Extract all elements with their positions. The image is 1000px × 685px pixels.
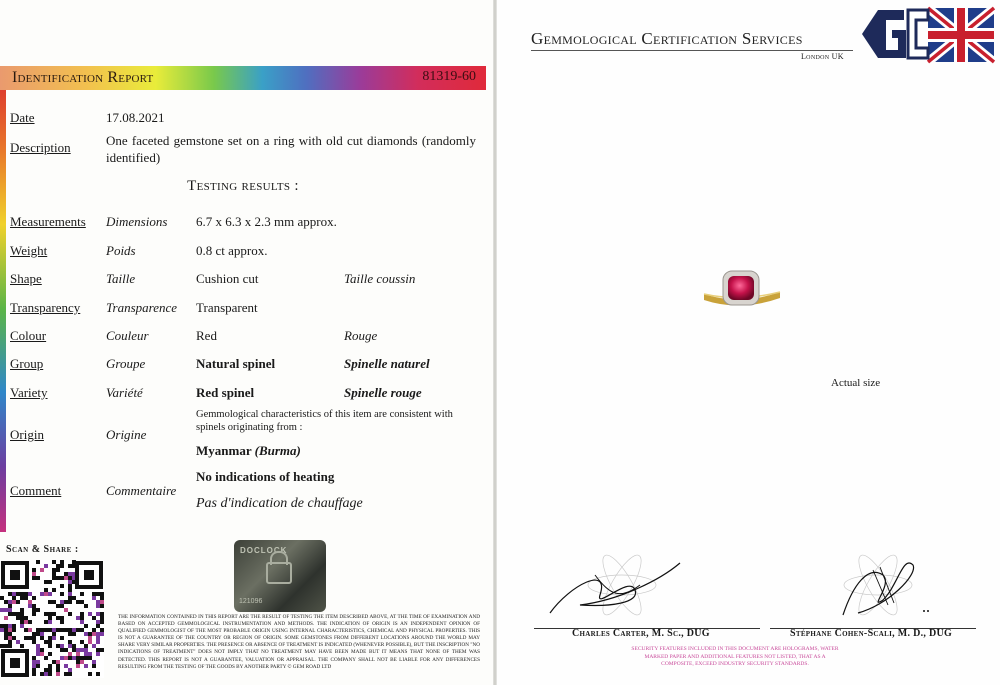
row-value-fr: Rouge	[344, 328, 378, 343]
origin-note: Gemmological characteristics of this item are consistent with spinels originating from :	[196, 409, 453, 433]
row-label: Group	[10, 356, 44, 371]
row-label-fr: Transparence	[106, 300, 178, 315]
company-underline	[531, 50, 853, 51]
row-value: 6.7 x 6.3 x 2.3 mm approx.	[196, 214, 337, 229]
row-value: Natural spinel	[196, 356, 276, 371]
photo-caption: Actual size	[831, 377, 881, 389]
origin-country-name: Myanmar	[196, 443, 252, 458]
signature-carter	[540, 545, 690, 625]
company-name: Gemmological Certification Services	[531, 29, 803, 48]
comment-value: No indications of heating	[196, 469, 335, 484]
report-number: 81319-60	[422, 69, 476, 84]
row-label-fr: Dimensions	[106, 214, 168, 229]
signature-cohen-scali	[828, 545, 978, 625]
row-label: Measurements	[10, 214, 86, 229]
comment-label: Comment	[10, 483, 62, 498]
scan-share-label: Scan & Share :	[6, 544, 79, 555]
testing-heading: Testing results :	[187, 178, 299, 194]
disclaimer-text: THE INFORMATION CONTAINED IN THIS REPORT ARE THE RESULT OF TESTING THE ITEM DESCRIBED ABOVE, AT THE TIME OF EXAMINATION AND BASED ON ACCEPTED GEMMOLOGICAL INSTRUMENTATION AND METHODS. THE INDICATION OF ORIGIN IS AN INDEPENDENT OPINION OF QUALIFIED GEMMOLOGIST OF THE MOST PROBABLE ORIGIN USING INTERNAL CHARACTERISTICS, CHEMICAL AND PHYSICAL PROPERTIES. THIS IS NOT A GUARANTEE OF THE COUNTRY OR REGION OF ORIGIN. SOME GEMSTONES FROM DIFFERENT LOCATIONS AROUND THE WORLD MAY SHARE VERY SIMILAR PROPERTIES. THE PRESENCE OR ABSENCE OF TREATMENT IS INDICATED (WHENEVER POSSIBLE), BUT THE INSCRIPTION "NO INDICATIONS OF TREATMENT" DOES NOT IMPLY THAT NO TREATMENT MAY HAVE BEEN MADE BUT IT MEANS THAT NONE OF THEM WAS DETECTED. THIS REPORT IS NOT A GUARANTEE, VALUATION OR APPRAISAL. THE COMPANY SHALL NOT BE LIABLE FOR ANY DIFFERENCES RESULTING FROM THE TESTING OF THE GOODS BY ANOTHER PARTY © GEM ROAD LTD	[118, 614, 480, 670]
row-value-fr: Taille coussin	[344, 271, 416, 286]
description-value: One faceted gemstone set on a ring with old cut diamonds (randomly identified)	[106, 133, 476, 165]
row-value-fr: Spinelle rouge	[344, 385, 422, 400]
row-value: Transparent	[196, 300, 258, 315]
row-label-fr: Groupe	[106, 356, 146, 371]
date-label: Date	[10, 110, 35, 125]
row-label-fr: Poids	[106, 243, 136, 258]
row-label-fr: Couleur	[106, 328, 149, 343]
report-page	[0, 0, 493, 685]
comment-label-fr: Commentaire	[106, 483, 177, 498]
hologram-brand: DOCLOCK	[240, 546, 288, 555]
comment-value-fr: Pas d'indication de chauffage	[196, 496, 363, 511]
row-value: Red spinel	[196, 385, 255, 400]
row-label: Transparency	[10, 300, 81, 315]
row-value-fr: Spinelle naturel	[344, 356, 430, 371]
signatory-2-name: Stéphane Cohen-Scali, M. D., DUG	[790, 628, 953, 639]
rainbow-side-stripe	[0, 66, 6, 532]
row-label: Colour	[10, 328, 47, 343]
origin-country-alt: (Burma)	[254, 443, 301, 458]
origin-label-fr: Origine	[106, 427, 147, 442]
row-value: Red	[196, 328, 217, 343]
origin-country	[196, 443, 301, 459]
security-note: SECURITY FEATURES INCLUDED IN THIS DOCUMENT ARE HOLOGRAMS, WATER MARKED PAPER AND ADDITIONAL FEATURES NOT LISTED, THAT AS A COMPOSITE, EXCEED INDUSTRY SECURITY STANDARDS.	[631, 646, 839, 667]
signatory-1-name: Charles Carter, M. Sc., DUG	[572, 628, 710, 639]
hologram-number: 121096	[239, 598, 263, 605]
gcs-logo	[858, 6, 996, 64]
report-title-bar	[0, 66, 486, 90]
hologram-seal	[234, 540, 326, 612]
row-value: 0.8 ct approx.	[196, 243, 268, 258]
row-value: Cushion cut	[196, 271, 259, 286]
origin-label: Origin	[10, 427, 44, 442]
company-location: London UK	[801, 52, 844, 61]
row-label: Variety	[10, 385, 48, 400]
padlock-icon	[266, 562, 292, 584]
qr-code[interactable]	[0, 560, 104, 678]
row-label: Weight	[10, 243, 48, 258]
description-label: Description	[10, 140, 71, 155]
ring-photo	[700, 266, 784, 316]
row-label-fr: Taille	[106, 271, 136, 286]
row-label-fr: Variété	[106, 385, 143, 400]
row-label: Shape	[10, 271, 42, 286]
date-value: 17.08.2021	[106, 110, 165, 125]
report-title: Identification Report	[12, 69, 154, 86]
